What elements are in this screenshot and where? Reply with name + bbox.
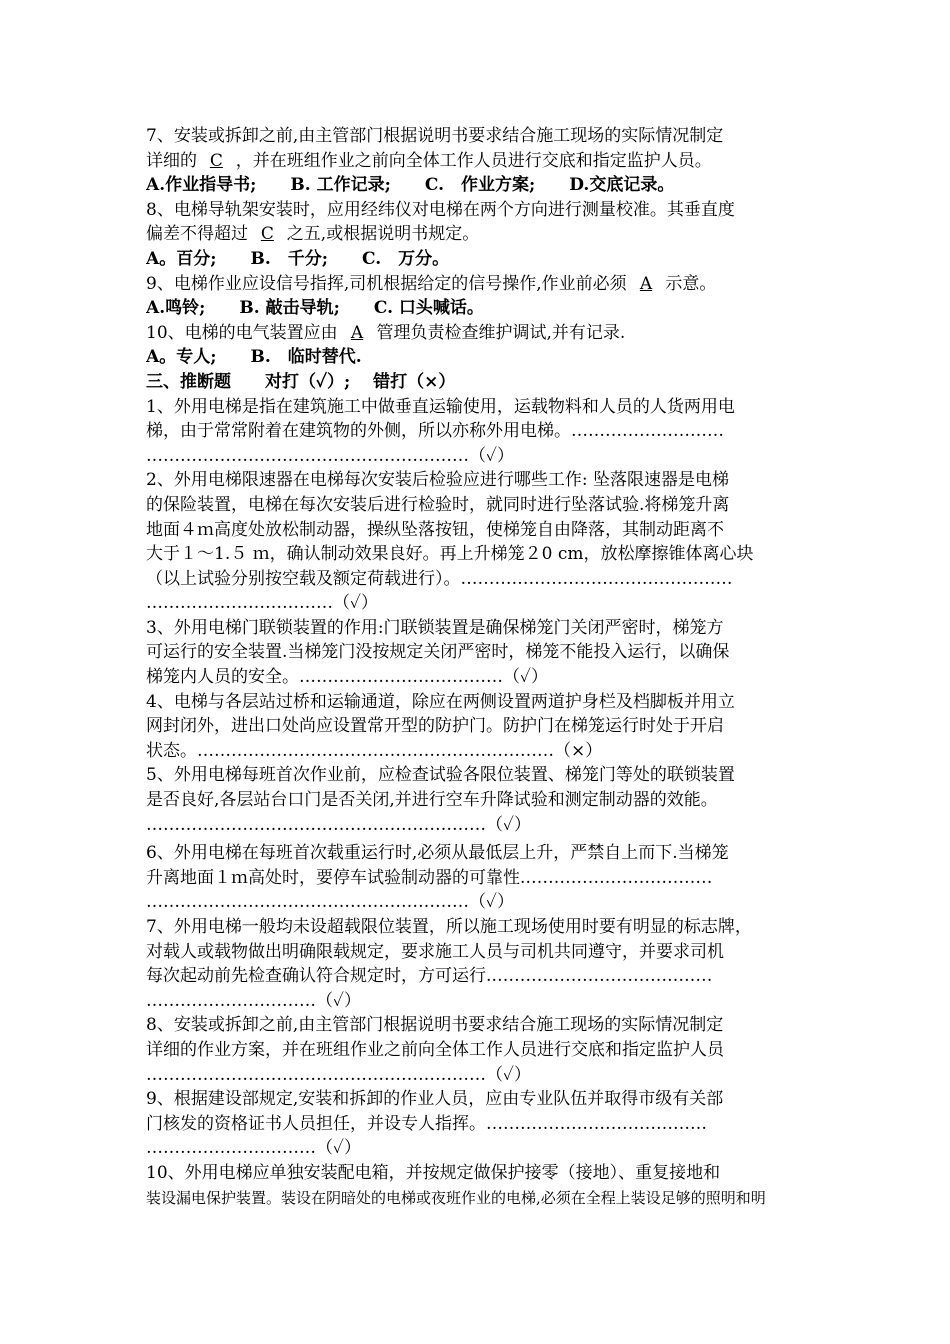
question-options: A。专人; B. 临时替代. [146,347,362,368]
judgment-question-4 [146,690,810,764]
judgment-line: 2、外用电梯限速器在电梯每次安装后检验应进行哪些工作: 坠落限速器是电梯 [146,470,729,491]
judgment-line: （以上试验分别按空载及额定荷载进行）。………………………………………… [146,568,733,589]
judgment-line: 门核发的资格证书人员担任，并设专人指挥。………………………………… [146,1113,707,1134]
judgment-line: 梯笼内人员的安全。………………………………（✓） [146,667,548,688]
judgment-line: …………………………………………………（✓） [146,445,514,466]
document-body [146,124,810,1210]
choice-question-7 [146,124,810,198]
choice-question-10 [146,321,810,370]
judgment-line: …………………………（✓） [146,1138,361,1159]
judgment-line: 5、外用电梯每班首次作业前，应检查试验各限位装置、梯笼门等处的联锁装置 [146,765,735,786]
judgment-line: 网封闭外，进出口处尚应设置常开型的防护门。防护门在梯笼运行时处于开启 [146,716,724,737]
judgment-line: 10、外用电梯应单独安装配电箱，并按规定做保护接零（接地）、重复接地和 [146,1162,721,1183]
judgment-line: 9、根据建设部规定,安装和拆卸的作业人员，应由专业队伍并取得市级有关部 [146,1089,724,1110]
answer-blank: C [209,150,223,171]
judgment-line: 4、电梯与各层站过桥和运输通道，除应在两侧设置两道护身栏及档脚板并用立 [146,691,735,712]
judgment-line: 7、外用电梯一般均未设超载限位装置，所以施工现场使用时要有明显的标志牌， [146,917,752,937]
judgment-question-2 [146,468,810,616]
judgment-question-6 [146,841,810,915]
judgment-line: 的保险装置，电梯在每次安装后进行检验时，就同时进行坠落试验.将梯笼升离 [146,494,730,515]
answer-blank: A [350,322,364,343]
judgment-line: 装设漏电保护装置。装设在阴暗处的电梯或夜班作业的电梯,必须在全程上装设足够的照明和明 [146,1188,766,1207]
judgment-line: 梯，由于常常附着在建筑物的外侧，所以亦称外用电梯。……………………… [146,421,724,442]
judgment-question-1 [146,395,810,469]
judgment-line: 3、外用电梯门联锁装置的作用:门联锁装置是确保梯笼门关闭严密时，梯笼方 [146,617,724,638]
question-text: 8、电梯导轨架安装时，应用经纬仪对电梯在两个方向进行测量校准。其垂直度 [146,199,735,220]
judgment-line: …………………………（✓） [146,990,361,1011]
judgment-line: 大于１～1.５ ｍ，确认制动效果良好。再上升梯笼２0 cm，放松摩擦锥体离心块 [146,544,754,565]
judgment-line: ……………………………………………………（✓） [146,814,531,835]
question-options: A。百分; B. 千分; C. 万分。 [146,248,450,269]
judgment-line: 可运行的安全装置.当梯笼门没按规定关闭严密时，梯笼不能投入运行，以确保 [146,642,730,663]
judgment-line: 状态。………………………………………………………（×） [146,740,603,761]
question-options: A.作业指导书; B. 工作记录; C. 作业方案; D.交底记录。 [146,175,675,196]
answer-blank: A [639,273,653,294]
answer-blank: C [260,224,274,245]
question-text: 10、电梯的电气装置应由 A 管理负责检查维护调试,并有记录. [146,321,810,346]
judgment-question-3 [146,616,810,690]
question-text: 9、电梯作业应设信号指挥,司机根据给定的信号操作,作业前必须 A 示意。 [146,272,810,297]
judgment-line: …………………………………………………（✓） [146,892,514,913]
judgment-line: ……………………………………………………（✓） [146,1064,531,1085]
question-options: A.鸣铃; B. 敲击导轨; C. 口头喊话。 [146,298,484,319]
judgment-line: 对载人或载物做出明确限载规定，要求施工人员与司机共同遵守，并要求司机 [146,941,724,962]
choice-question-9 [146,272,810,321]
judgment-question-8 [146,1013,810,1087]
choice-question-8 [146,198,810,272]
judgment-line: 每次起动前先检查确认符合规定时，方可运行.………………………………… [146,966,713,987]
judgment-line: ……………………………（✓） [146,593,378,614]
judgment-question-5 [146,763,810,837]
judgment-line: 升离地面１ｍ高处时，要停车试验制动器的可靠性.…………………………… [146,867,713,888]
question-text: 详细的 C ，并在班组作业之前向全体工作人员进行交底和指定监护人员。 [146,149,810,174]
judgment-question-10 [146,1161,810,1210]
judgment-line: 1、外用电梯是指在建筑施工中做垂直运输使用，运载物料和人员的人货两用电 [146,396,735,417]
judgment-line: 6、外用电梯在每班首次载重运行时,必须从最低层上升，严禁自上而下.当梯笼 [146,843,729,864]
judgment-question-7 [146,915,810,1013]
question-text: 7、安装或拆卸之前,由主管部门根据说明书要求结合施工现场的实际情况制定 [146,126,724,146]
section-title: 三、推断题 对打（✓）; 错打（×） [146,371,456,392]
judgment-line: 详细的作业方案，并在班组作业之前向全体工作人员进行交底和指定监护人员 [146,1039,724,1060]
judgment-question-9 [146,1087,810,1161]
judgment-line: 8、安装或拆卸之前,由主管部门根据说明书要求结合施工现场的实际情况制定 [146,1015,724,1036]
judgment-line: 是否良好,各层站台口门是否关闭,并进行空车升降试验和测定制动器的效能。 [146,790,718,811]
judgment-line: 地面４ｍ高度处放松制动器，操纵坠落按钮，使梯笼自由降落，其制动距离不 [146,519,724,540]
question-text: 偏差不得超过 C 之五,或根据说明书规定。 [146,222,810,247]
